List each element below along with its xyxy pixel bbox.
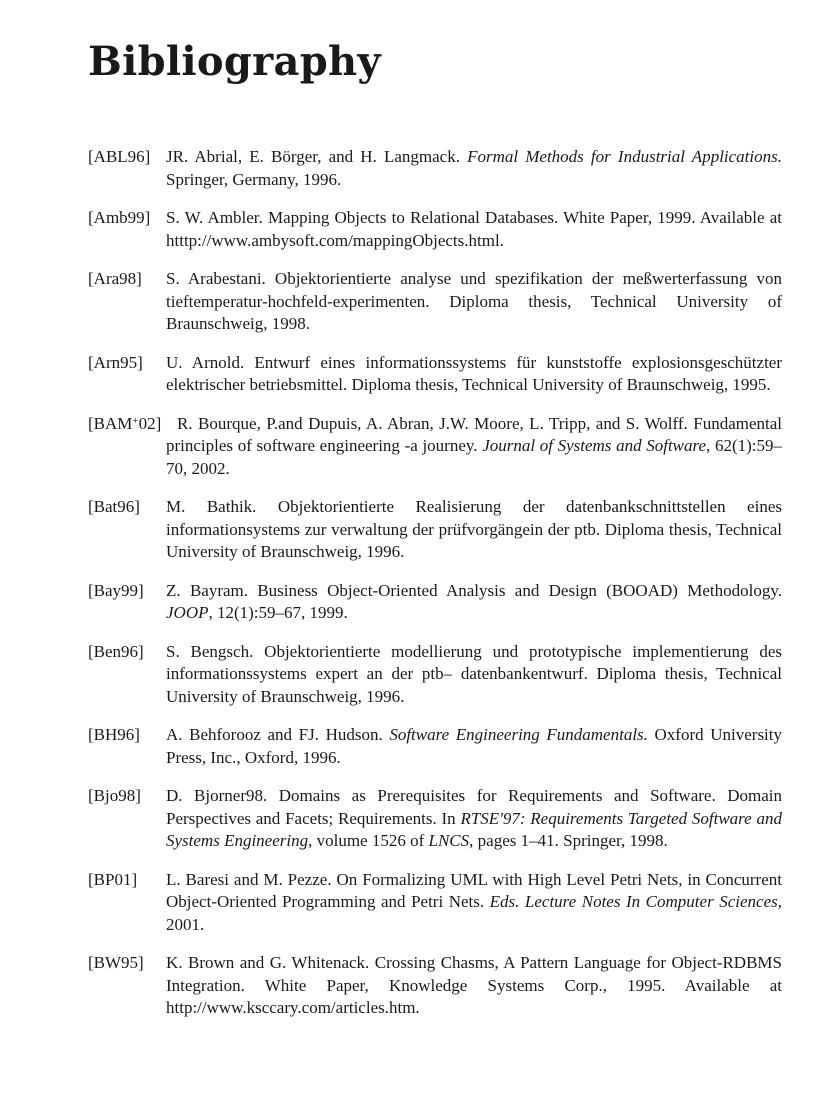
bibliography-list	[88, 146, 782, 1036]
bib-key-label: [BW95]	[88, 953, 144, 972]
bib-text-segment: S. W. Ambler. Mapping Objects to Relational Databases. White Paper, 1999. Available at htttp://www.ambysoft.com/mappingObjects.html.	[166, 208, 782, 250]
bib-italic-segment: Eds. Lecture Notes In Computer Sciences	[489, 892, 778, 911]
bib-entry	[88, 869, 782, 937]
bib-entry	[88, 268, 782, 336]
bib-key	[88, 724, 140, 747]
bib-reference-text	[166, 952, 782, 1020]
bib-text-segment: Springer, Germany, 1996.	[166, 169, 342, 189]
bib-italic-segment: Software Engineering Fundamentals.	[389, 725, 648, 744]
bib-entry	[88, 207, 782, 252]
bib-text-segment: Z. Bayram. Business Object-Oriented Analysis and Design (BOOAD) Methodology.	[166, 580, 782, 600]
bib-reference-text	[166, 352, 782, 397]
bib-italic-segment: LNCS	[428, 831, 470, 850]
bib-text-segment: A. Behforooz and FJ. Hudson.	[166, 725, 390, 744]
bib-key	[88, 785, 141, 808]
bib-key-label: [BP01]	[88, 869, 138, 889]
bib-key-label: [BH96]	[88, 725, 140, 744]
bib-key-superscript: +	[132, 414, 139, 427]
bib-entry	[88, 580, 782, 625]
bib-key	[88, 869, 137, 892]
bib-text-segment: L. Baresi and M. Pezze. On Formalizing UML with High Level Petri Nets, in Concurrent Object-Oriented Programming and Petri Nets.	[166, 869, 782, 911]
bib-italic-segment: RTSE'97: Requirements Targeted Software and Systems Engineering	[166, 808, 783, 850]
bib-key	[88, 641, 144, 664]
bib-key	[88, 952, 144, 975]
bib-reference-text	[166, 207, 782, 252]
bib-key	[88, 207, 150, 230]
bib-key-label: [Bat96]	[88, 497, 140, 516]
bib-key	[88, 580, 144, 603]
bib-entry	[88, 496, 782, 564]
page-title: Bibliography	[88, 38, 381, 85]
bib-text-segment: , 62(1):59–70, 2002.	[166, 436, 782, 478]
bib-key	[88, 352, 143, 375]
bib-key	[88, 146, 150, 169]
bib-reference-text	[166, 785, 782, 853]
bib-italic-segment: Journal of Systems and Software	[482, 436, 707, 455]
bib-reference-text	[166, 413, 782, 481]
bib-key-label: [Bay99]	[88, 580, 144, 600]
bib-key	[88, 496, 140, 519]
bib-key	[88, 268, 142, 291]
bib-key-label: [Ben96]	[88, 641, 144, 661]
bib-text-segment: , pages 1–41. Springer, 1998.	[469, 831, 668, 850]
bib-text-segment: S. Arabestani. Objektorientierte analyse und spezifikation der meßwerterfassung von tieftemperatur-hochfeld-experimenten. Diploma thesis, Technical University of Braunschweig, 1998.	[166, 269, 782, 333]
bib-text-segment: , 12(1):59–67, 1999.	[208, 603, 348, 622]
bib-reference-text	[166, 580, 782, 625]
bib-key-label: [Bjo98]	[88, 786, 141, 805]
bib-key-label: [BAM	[88, 413, 133, 433]
bib-text-segment: K. Brown and G. Whitenack. Crossing Chasms, A Pattern Language for Object-RDBMS Integration. White Paper, Knowledge Systems Corp., 1995. Available at http://www.ksccary.com/articles.htm.	[166, 953, 782, 1017]
bib-text-segment: , 2001.	[166, 892, 782, 934]
bib-text-segment: R. Bourque, P.and Dupuis, A. Abran, J.W. Moore, L. Tripp, and S. Wolff. Fundamental principles of software engineering -a journey.	[166, 413, 782, 455]
bib-entry	[88, 724, 782, 769]
bib-entry	[88, 952, 782, 1020]
bib-reference-text	[166, 641, 782, 709]
bib-reference-text	[166, 146, 782, 191]
bib-text-segment: S. Bengsch. Objektorientierte modellierung und prototypische implementierung des informationssystems expert an der ptb– datenbankentwurf. Diploma thesis, Technical University of Braunschweig, 1996.	[166, 641, 782, 706]
bib-key-label: [Amb99]	[88, 208, 151, 227]
bib-italic-segment: Formal Methods for Industrial Applications.	[467, 147, 782, 166]
bib-text-segment: JR. Abrial, E. Börger, and H. Langmack.	[166, 147, 468, 166]
bib-entry	[88, 641, 782, 709]
bib-key-label: [Arn95]	[88, 352, 143, 372]
bib-reference-text	[166, 496, 782, 564]
bib-reference-text	[166, 268, 782, 336]
bib-reference-text	[166, 869, 782, 937]
bib-entry	[88, 146, 782, 191]
bib-entry	[88, 785, 782, 853]
bib-italic-segment: JOOP	[166, 603, 209, 622]
bib-key	[88, 413, 161, 436]
bib-key-suffix: 02]	[138, 413, 162, 433]
bib-text-segment: D. Bjorner98. Domains as Prerequisites for Requirements and Software. Domain Perspectives and Facets; Requirements. In	[166, 786, 782, 828]
bib-reference-text	[166, 724, 782, 769]
bib-text-segment: U. Arnold. Entwurf eines informationssystems für kunststoffe explosionsgeschützter elektrischer betriebsmittel. Diploma thesis, Technical University of Braunschweig, 1995.	[166, 352, 782, 394]
bib-key-label: [ABL96]	[88, 147, 151, 166]
bib-entry	[88, 352, 782, 397]
bib-text-segment: Oxford University Press, Inc., Oxford, 1996.	[166, 725, 783, 767]
bib-text-segment: M. Bathik. Objektorientierte Realisierung der datenbankschnittstellen eines informationsystems zur verwaltung der prüfvorgängein der ptb. Diploma thesis, Technical University of Braunschweig, 1996.	[166, 497, 782, 561]
bib-entry	[88, 413, 782, 481]
bib-key-label: [Ara98]	[88, 269, 142, 288]
bib-text-segment: , volume 1526 of	[308, 831, 429, 850]
